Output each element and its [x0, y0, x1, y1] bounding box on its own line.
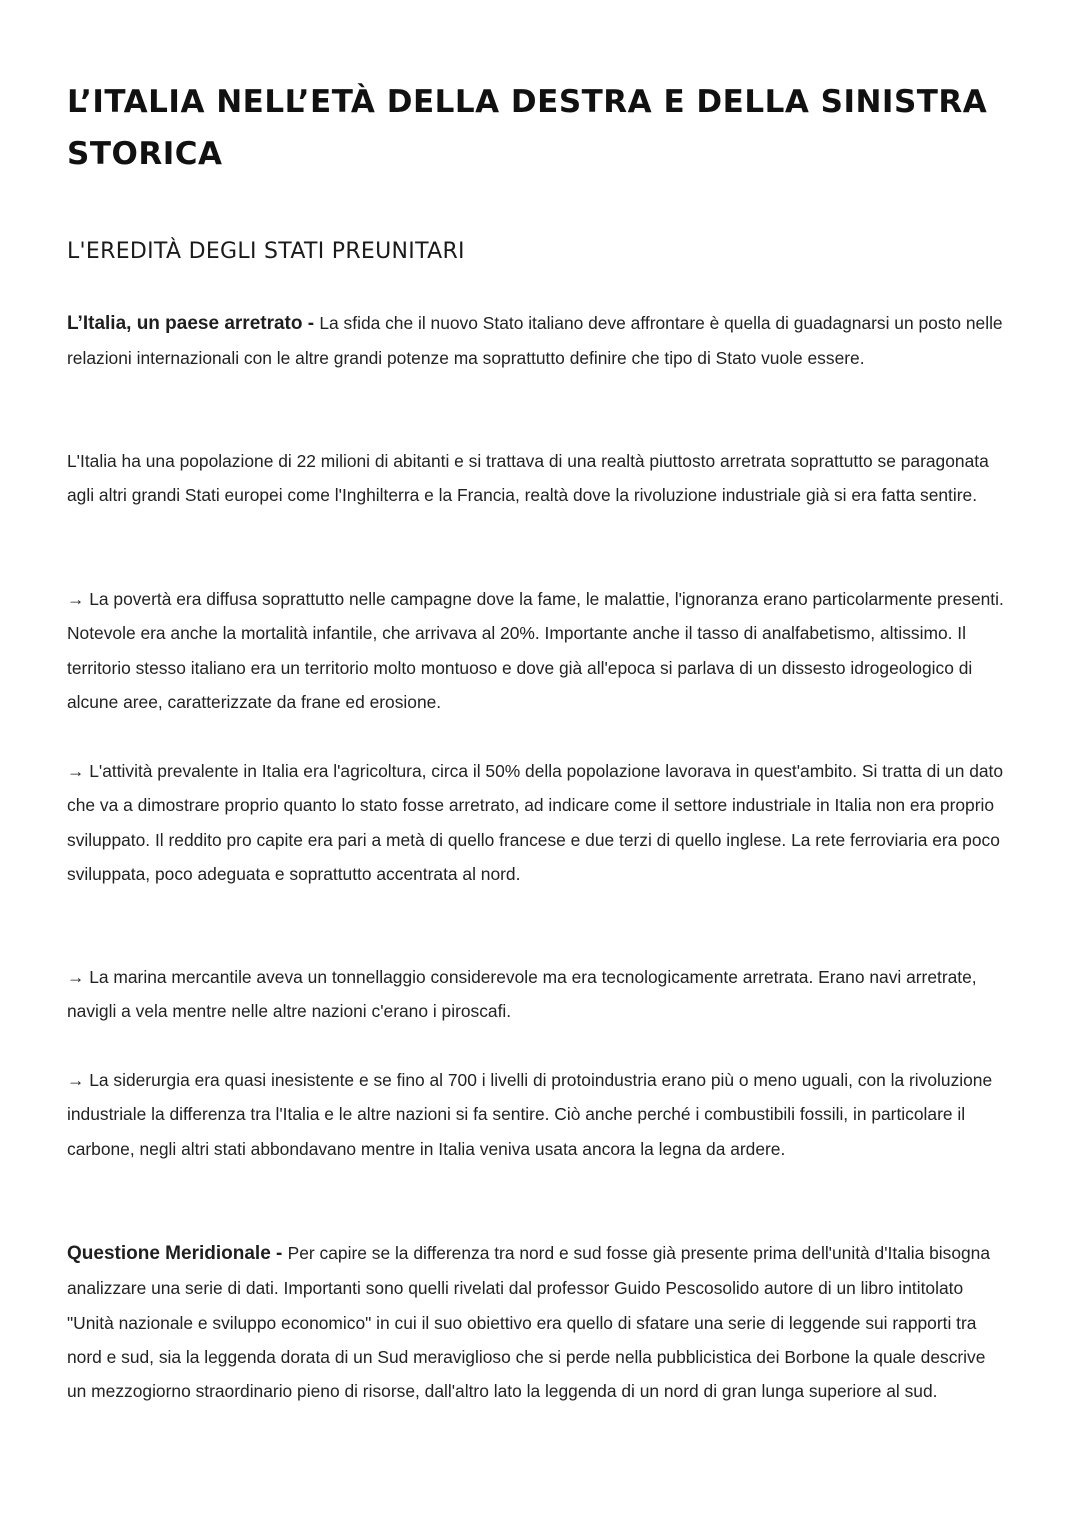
paragraph-questione-meridionale: [67, 1236, 1007, 1408]
paragraph-italia-arretrato: [67, 306, 1007, 376]
paragraph-agricoltura: [67, 754, 1007, 891]
paragraph-text: → L'attività prevalente in Italia era l'agricoltura, circa il 50% della popolazione lavorava in quest'ambito. Si tratta di un dato che va a dimostrare proprio quanto lo stato fosse arretrato, ad indicare come il settore industriale in Italia non era proprio sviluppato. Il reddito pro capite era pari a metà di quello francese e due terzi di quello inglese. La rete ferroviaria era poco sviluppata, poco adeguata e soprattutto accentrata al nord.: [67, 761, 1004, 884]
paragraph-text: → La povertà era diffusa soprattutto nelle campagne dove la fame, le malattie, l'ignoranza erano particolarmente presenti. Notevole era anche la mortalità infantile, che arrivava al 20%. Importante anche il tasso di analfabetismo, altissimo. Il territorio stesso italiano era un territorio molto montuoso e dove già all'epoca si parlava di un dissesto idrogeologico di alcune aree, caratterizzate da frane ed erosione.: [67, 589, 1004, 712]
paragraph-text: La sfida che il nuovo Stato italiano deve affrontare è quella di guadagnarsi un posto nelle relazioni internazionali con le altre grandi potenze ma soprattutto definire che tipo di Stato vuole essere.: [67, 313, 1003, 369]
paragraph-text: → La marina mercantile aveva un tonnellaggio considerevole ma era tecnologicamente arretrata. Erano navi arretrate, navigli a vela mentre nelle altre nazioni c'erano i piroscafi.: [67, 967, 977, 1022]
paragraph-marina-mercantile: [67, 960, 1007, 1029]
section-heading: L'EREDITÀ DEGLI STATI PREUNITARI: [67, 239, 465, 264]
paragraph-poverta: [67, 582, 1007, 719]
paragraph-siderurgia: [67, 1063, 1007, 1166]
paragraph-text: → La siderurgia era quasi inesistente e se fino al 700 i livelli di protoindustria erano più o meno uguali, con la rivoluzione industriale la differenza tra l'Italia e le altre nazioni si fa sentire. Ciò anche perché i combustibili fossili, in particolare il carbone, negli altri stati abbondavano mentre in Italia veniva usata ancora la legna da ardere.: [67, 1070, 993, 1159]
paragraph-text: L'Italia ha una popolazione di 22 milioni di abitanti e si trattava di una realtà piuttosto arretrata soprattutto se paragonata agli altri grandi Stati europei come l'Inghilterra e la Francia, realtà dove la rivoluzione industriale già si era fatta sentire.: [67, 451, 989, 506]
document-title: L’ITALIA NELL’ETÀ DELLA DESTRA E DELLA SINISTRA STORICA: [67, 84, 988, 172]
paragraph-popolazione: [67, 444, 1007, 513]
paragraph-lead: Questione Meridionale -: [67, 1243, 288, 1264]
paragraph-text: Per capire se la differenza tra nord e sud fosse già presente prima dell'unità d'Italia bisogna analizzare una serie di dati. Importanti sono quelli rivelati dal professor Guido Pescosolido autore di un libro intitolato "Unità nazionale e sviluppo economico" in cui il suo obiettivo era quello di sfatare una serie di leggende sui rapporti tra nord e sud, sia la leggenda dorata di un Sud meraviglioso che si perde nella pubblicistica dei Borbone la quale descrive un mezzogiorno straordinario pieno di risorse, dall'altro lato la leggenda di un nord di gran lunga superiore al sud.: [67, 1243, 991, 1402]
paragraph-lead: L’Italia, un paese arretrato -: [67, 313, 320, 334]
